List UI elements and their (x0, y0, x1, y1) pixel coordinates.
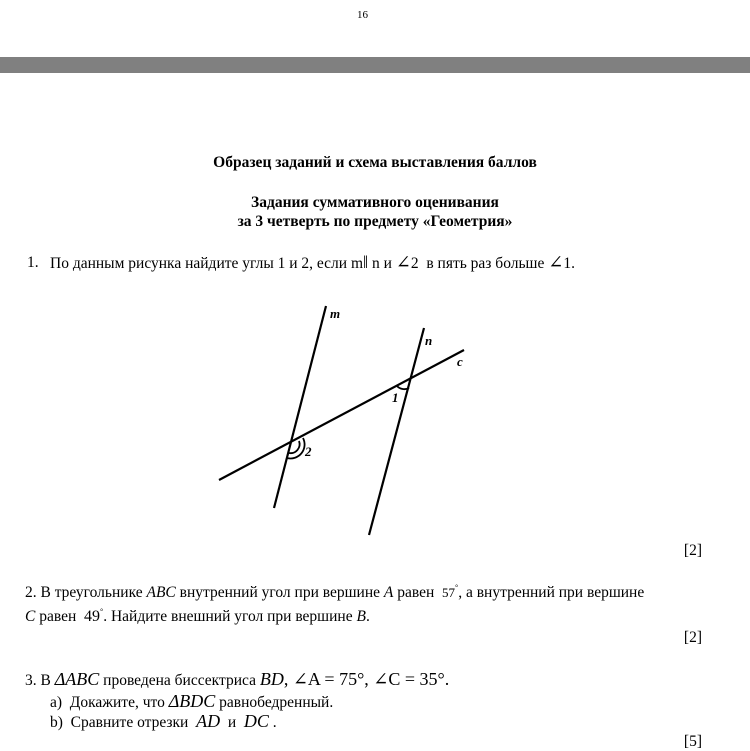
page-number: 16 (357, 9, 368, 21)
item-b-period: . (272, 714, 277, 731)
item-b-and: и (227, 714, 237, 731)
line-c (219, 350, 464, 480)
task2-line2 (25, 607, 370, 626)
segment-ad: AD (196, 711, 221, 731)
task1-text-a: По данным рисунка найдите углы 1 и 2, если m (50, 255, 364, 272)
item-b-label: b) (50, 714, 63, 731)
line-n (369, 328, 424, 535)
label-1: 1 (392, 390, 399, 405)
degree-sign: ° (455, 583, 459, 592)
task1-number: 1. (27, 254, 39, 271)
task2-text-1: 2. В треугольнике (25, 584, 143, 601)
item-b-text: Сравните отрезки (70, 714, 189, 731)
parallel-symbol: ‖ (363, 252, 369, 272)
label-m: m (330, 306, 341, 321)
vertex-c: C (25, 608, 36, 625)
angle-symbol: ∠ (395, 252, 411, 272)
bisector-bd: BD (259, 669, 284, 689)
task1-angle-2: 2 (410, 255, 419, 272)
triangle-abc: ABC (146, 584, 176, 601)
task2-period: . (365, 608, 370, 625)
task1-angle-1: 1 (563, 255, 572, 272)
degree-sign: ° (100, 607, 104, 616)
task2-text-4: , а внутренний при вершине (458, 584, 645, 601)
document-subtitle-line1: Задания суммативного оценивания (251, 194, 499, 211)
task1-text-c: в пять раз больше (426, 255, 545, 272)
task3-item-b (50, 711, 277, 732)
task2-text-5: равен (39, 608, 77, 625)
task3-conditions: , ∠A = 75°, ∠C = 35°. (283, 669, 450, 689)
document-title: Образец заданий и схема выставления баллов (213, 154, 537, 171)
triangle-abc-symbol: ΔABC (54, 669, 100, 689)
task1-score: [2] (683, 542, 702, 559)
angle-c-value: 49 (84, 608, 101, 625)
label-2: 2 (305, 444, 312, 459)
triangle-bdc: ΔBDC (168, 691, 216, 711)
task2-text-3: равен (397, 584, 435, 601)
label-n: n (425, 333, 433, 348)
task3-line1 (25, 669, 449, 690)
task3-item-a (50, 691, 333, 712)
item-a-text: Докажите, что (69, 694, 165, 711)
angle-symbol: ∠ (548, 252, 564, 272)
task3-text-1: 3. В (25, 672, 51, 689)
task2-line1 (25, 583, 644, 602)
segment-dc: DC (243, 711, 269, 731)
task3-text-2: проведена биссектриса (103, 672, 256, 689)
task2-text-6: . Найдите внешний угол при вершине (103, 608, 353, 625)
task1-text-b: n и (371, 255, 392, 272)
vertex-b: B (356, 608, 366, 625)
line-m (274, 306, 326, 508)
vertex-a: A (383, 584, 394, 601)
label-c: c (457, 354, 463, 369)
angle-a-value: 57 (442, 585, 456, 600)
task2-score: [2] (683, 629, 702, 646)
task1-period: . (571, 255, 575, 272)
task2-text-2: внутренний угол при вершине (179, 584, 381, 601)
task3-score: [5] (683, 733, 702, 750)
document-subtitle-line2: за 3 четверть по предмету «Геометрия» (237, 213, 513, 230)
item-a-rest: равнобедренный. (219, 694, 334, 711)
item-a-label: a) (50, 694, 63, 711)
